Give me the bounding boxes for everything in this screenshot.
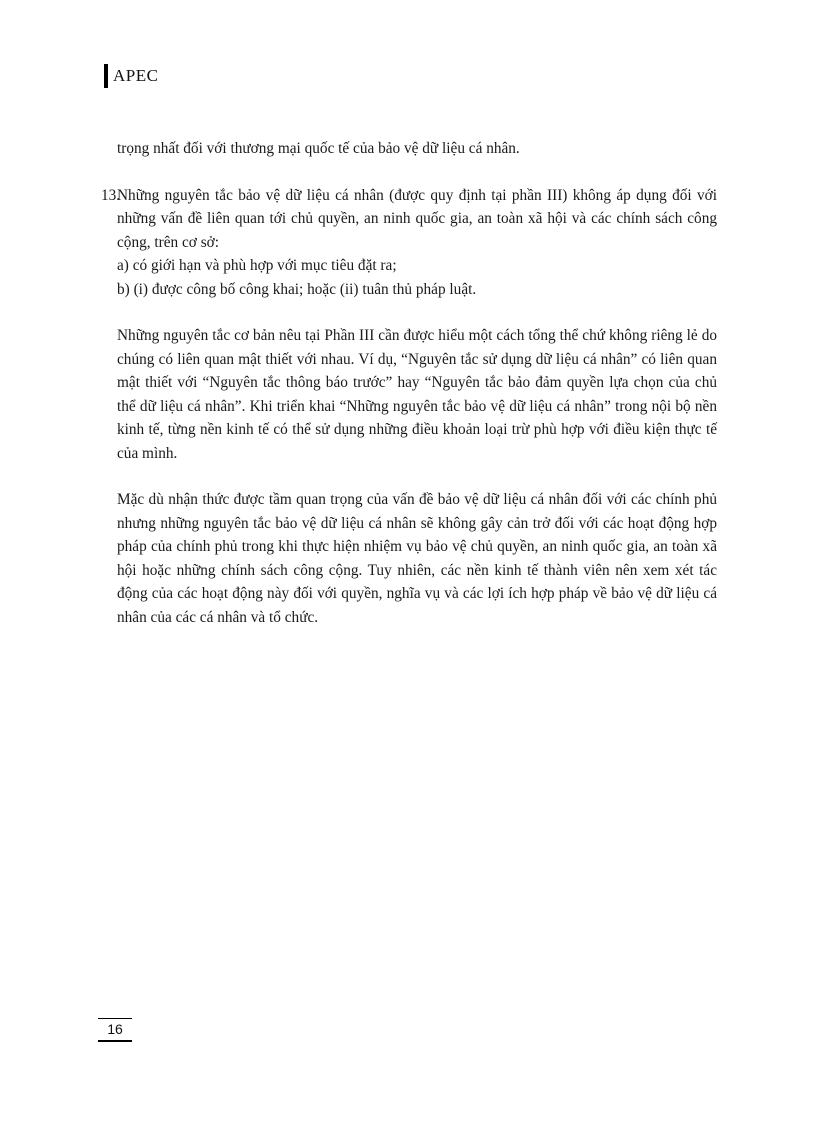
list-item-number: 13.	[101, 186, 121, 204]
page-header	[104, 64, 158, 88]
page-number: 16	[107, 1021, 123, 1037]
header-bar-marker	[104, 64, 108, 88]
page-number-rule-top	[98, 1018, 132, 1019]
header-title: APEC	[113, 66, 159, 85]
paragraph-government: Mặc dù nhận thức được tầm quan trọng của vấn đề bảo vệ dữ liệu cá nhân đối với các chính phủ nhưng những nguyên tắc bảo vệ dữ liệu cá nhân sẽ không gây cản trở đối với các hoạt động hợp pháp của chính phủ trong khi thực hiện nhiệm vụ bảo vệ chủ quyền, an ninh quốc gia, an toàn xã hội hoặc những chính sách công cộng. Tuy nhiên, các nền kinh tế thành viên nên xem xét tác động của các hoạt động này đối với quyền, nghĩa vụ và các lợi ích hợp pháp về bảo vệ dữ liệu cá nhân của các cá nhân và tổ chức.	[117, 491, 717, 626]
list-item-13	[101, 184, 717, 302]
list-subitem-a: a) có giới hạn và phù hợp với mục tiêu đặt ra;	[117, 257, 397, 274]
intro-line: trọng nhất đối với thương mại quốc tế của bảo vệ dữ liệu cá nhân.	[117, 140, 520, 157]
list-item-text: Những nguyên tắc bảo vệ dữ liệu cá nhân (được quy định tại phần III) không áp dụng đối với những vấn đề liên quan tới chủ quyền, an ninh quốc gia, an toàn xã hội và các chính sách công cộng, trên cơ sở:	[117, 186, 717, 251]
document-body	[101, 137, 717, 652]
page-number-rule-bottom	[98, 1040, 132, 1042]
paragraph-principles: Những nguyên tắc cơ bản nêu tại Phần III cần được hiểu một cách tổng thể chứ không riêng lẻ do chúng có liên quan mật thiết với nhau. Ví dụ, “Nguyên tắc sử dụng dữ liệu cá nhân” có liên quan mật thiết với “Nguyên tắc thông báo trước” hay “Nguyên tắc bảo đảm quyền lựa chọn của chủ thể dữ liệu cá nhân”. Khi triển khai “Những nguyên tắc bảo vệ dữ liệu cá nhân” trong nội bộ nền kinh tế, từng nền kinh tế có thể sử dụng những điều khoản loại trừ phù hợp với điều kiện thực tế của mình.	[117, 327, 717, 462]
list-subitem-b: b) (i) được công bố công khai; hoặc (ii) tuân thủ pháp luật.	[117, 280, 477, 298]
